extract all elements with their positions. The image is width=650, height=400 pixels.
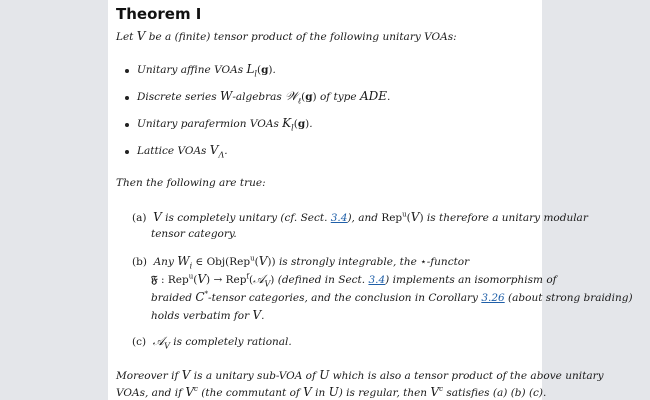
bullet-dot: [125, 123, 129, 127]
item-b-line4: holds verbatim for V.: [151, 308, 265, 322]
theorem-intro: Let V be a (finite) tensor product of the following unitary VOAs:: [116, 29, 457, 43]
list-item: Discrete series W-algebras 𝒲$_\ell$(g) of type ADE.: [137, 89, 391, 106]
item-b-line2: 𝔉 : Rep$^u$(V) → Rep$^f$(𝒜$_V$) (defined in Sect. 3.4) implements an isomorphism of: [151, 272, 557, 289]
then-text: Then the following are true:: [116, 177, 266, 189]
item-c-line1: (c) 𝒜$_V$ is completely rational.: [132, 334, 292, 351]
list-item: Unitary parafermion VOAs $K_l(g)$.: [137, 116, 313, 133]
item-b-line1: (b) Any $W_i$ ∈ Obj(Rep$^u$(V)) is strongly integrable, the ⋆-functor: [132, 254, 470, 271]
corollary-link[interactable]: 3.26: [481, 292, 505, 304]
theorem-panel: [108, 0, 633, 400]
moreover-line1: Moreover if V is a unitary sub-VOA of U which is also a tensor product of the above unitary: [116, 368, 604, 382]
list-item: Lattice VOAs $V_\Lambda$.: [137, 143, 228, 160]
list-item: Unitary affine VOAs $L_l(g)$.: [137, 62, 276, 79]
bullet-dot: [125, 150, 129, 154]
theorem-title: Theorem I: [116, 5, 202, 23]
item-b-line3: braided C*-tensor categories, and the conclusion in Corollary 3.26 (about strong braiding): [151, 290, 633, 304]
item-a-line2: tensor category.: [151, 228, 237, 240]
moreover-line2: VOAs, and if $V^c$ (the commutant of V in U) is regular, then $V^c$ satisfies (a) (b) (c).: [116, 385, 547, 399]
sect-link[interactable]: 3.4: [368, 274, 386, 286]
item-a-line1: (a) V is completely unitary (cf. Sect. 3.4), and Rep$^u$(V) is therefore a unitary modular: [132, 210, 588, 224]
bullet-dot: [125, 69, 129, 73]
bullet-dot: [125, 96, 129, 100]
sect-link[interactable]: 3.4: [330, 212, 348, 224]
